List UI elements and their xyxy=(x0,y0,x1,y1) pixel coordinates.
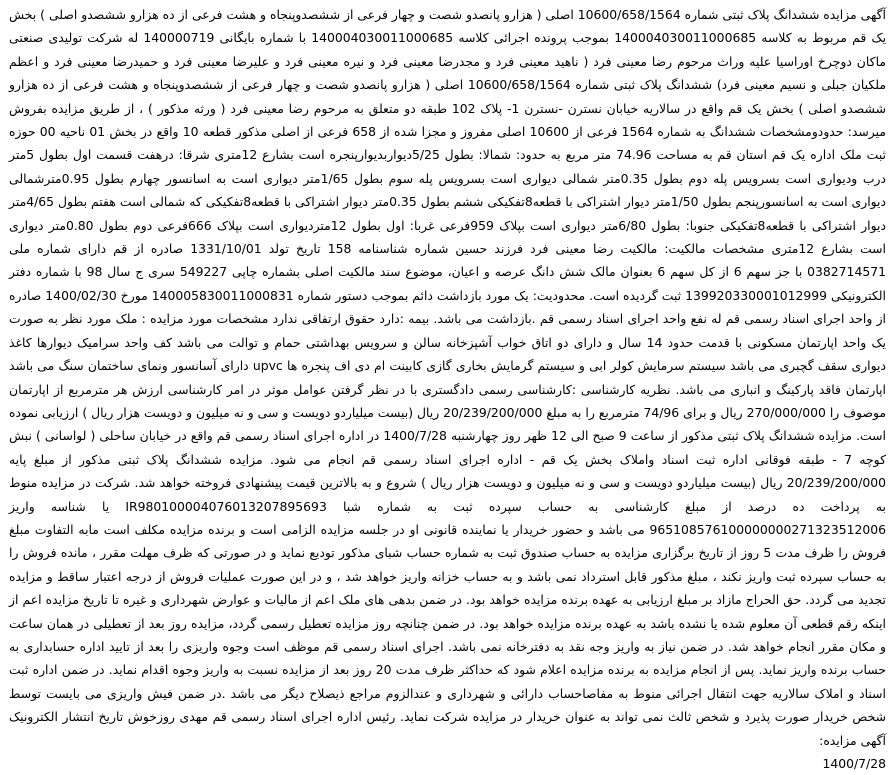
publish-date: 1400/7/28 xyxy=(822,756,886,771)
notice-body: آگهی مزایده ششدانگ پلاک ثبتی شماره 10600/658/1564 اصلی ( هزارو پانصدو شصت و چهار فرعی از ششصدوپنجاه و هشت فرعی از ده هزارو ششصدو اصلی ) بخش یک قم مربوط به کلاسه 140004030011000685 بموجب پرونده اجرائی کلاسه 140004030011000685 با شماره بایگانی 140000719 له شرکت تولیدی صنعتی ماکان دوچرخ اوراسیا علیه وراث مرحوم رضا معینی فرد ( ناهید معینی فرد و مجدرضا معینی فرد و نیره معینی فرد و علیرضا معینی فرد و حمیدرضا معینی فرد و اعظم ملکیان جبلی و نسیم معینی فرد) ششدانگ پلاک ثبتی شماره 10600/658/1564 اصلی ( هزارو پانصدو شصت و چهار فرعی از ششصدوپنجاه و هشت فرعی از ده هزارو ششصدو اصلی ) بخش یک قم واقع در سالاریه خیابان نسترن -نسترن 1- پلاک 102 طبقه دو متعلق به مرحوم رضا معینی فرد ( ورثه مذکور ) ، از طریق مزایده بفروش میرسد: حدودومشخصات ششدانگ به شماره 1564 فرعی از 10600 اصلی مفروز و مجزا شده از 658 فرعی از اصلی مذکور قطعه 10 واقع در بخش 01 ناحیه 00 حوزه ثبت ملک اداره یک قم استان قم به مساحت 74.96 متر مربع به حدود: شمالا: بطول 5/25دیواربدیوارپنجره است بشارع 12متری شرقا: درهفت قسمت اول بطول 5متر درب ودیواری است بسرویس پله دوم بطول 0.35متر شمالی دیواری است بسرویس پله سوم بطول 1/65متر دیواری است به اسانسور چهارم بطول 0.95مترشمالی دیواری است به اسانسورپنجم بطول 1/50متر دیوار اشتراکی با قطعه8تفکیکی ششم بطول 0.35متر دیوار اشتراکی با قطعه8تفکیکی که شمالی است هفتم بطول 4/65متر دیوار اشتراکی با قطعه8تفکیکی جنوبا: بطول 6/80متر دیواری است بپلاک 959فرعی غربا: اول بطول 12متردیواری است بپلاک 666فرعی دوم بطول 0.80متر دیواری است بشارع 12متری مشخصات مالکیت: مالکیت رضا معینی فرد فرزند حسین شماره شناسنامه 158 تاریخ تولد 1331/10/01 صادره از قم دارای شماره ملی 0382714571 با جز سهم 6 از کل سهم 6 بعنوان مالک شش دانگ عرصه و اعیان، موضوع سند مالکیت اصلی بشماره چاپی 549227 سری ج سال 98 با شماره دفتر الکترونیکی 139920330001012999 ثبت گردیده است. محدودیت: یک مورد بازداشت دائم بموجب دستور شماره 140005830011000831 مورخ 1400/02/30 صادره از واحد اجرای اسناد رسمی قم له نفع واحد اجرای اسناد رسمی قم .بازداشت می باشد. بیمه :دارد حقوق ارتفاقی ندارد مشخصات مورد مزایده : ملک مورد نظر به صورت یک واحد اپارتمان مسکونی با قدمت حدود 14 سال و دارای دو اتاق خواب آشپزخانه سالن و سرویس بهداشتی حمام و توالت می باشد کف واحد سرامیک دیوارها کاغذ دیواری سقف گچبری می باشد سیستم سرمایش کولر ابی و سیستم گرمایش بخاری گازی کابینت ام دی اف پنجره ها upvc دارای آسانسور ونمای ساختمان سنگ می باشد اپارتمان فاقد پارکینگ و انباری می باشد. نظریه کارشناسی :کارشناسی رسمی دادگستری با در نظر گرفتن عوامل موثر در امر کارشناسی ارزش هر مترمربع از اپارتمان موصوف را 270/000/000 ریال و برای 74/96 مترمربع را به مبلغ 20/239/200/000 ریال (بیست میلیاردو دویست و سی و نه میلیون و دویست هزار ریال ) ارزیابی نموده است. مزایده ششدانگ پلاک ثبتی مذکور از ساعت 9 صبح الی 12 ظهر روز چهارشنبه 1400/7/28 در اداره اجرای اسناد رسمی قم واقع در خیابان ساحلی ( لواسانی ) نبش کوچه 7 - طبقه فوقانی اداره ثبت اسناد واملاک بخش یک قم - اداره اجرای اسناد رسمی قم انجام می شود. مزایده ششدانگ پلاک ثبتی مذکور از مبلغ پایه 20/239/200/000 ریال (بیست میلیاردو دویست و سی و نه میلیون و دویست هزار ریال ) شروع و به بالاترین قیمت پیشنهادی فروخته خواهد شد. شرکت در مزایده منوط به پرداخت ده درصد از مبلغ کارشناسی به حساب سپرده ثبت به شماره شبا IR980100004076013207895693 یا شناسه واریز 965108576100000000271323512006 می باشد و حضور خریدار یا نماینده قانونی او در جلسه مزایده الزامی است و برنده مزایده مکلف است مابه التفاوت مبلغ فروش را ظرف مدت 5 روز از تاریخ برگزاری مزایده به حساب صندوق ثبت به شماره حساب شبای مذکور تودیع نماید و در صورتی که ظرف مهلت مقرر ، مانده فروش را به حساب سپرده ثبت واریز نکند ، مبلغ مذکور قابل استرداد نمی باشد و به حساب خزانه واریز خواهد شد ، و در این صورت عملیات فروش از درجه اعتبار ساقط و مزایده تجدید می گردد. حق الحراج مازاد بر مبلغ ارزیابی به عهده برنده مزایده خواهد بود. در ضمن بدهی های ملک اعم از مالیات و عوارض شهرداری و غیره تا تاریخ مزایده اعم از اینکه رقم قطعی آن معلوم شده یا نشده باشد به عهده برنده مزایده خواهد بود. در ضمن چنانچه روز مزایده تعطیل رسمی گردد، مزایده روز بعد از تعطیلی در همان ساعت و مکان مقرر انجام خواهد شد. در ضمن نیاز به واریز وجه نقد به دفترخانه نمی باشد. اجرای اسناد رسمی قم موظف است وجوه واریزی را بعد از تایید اداره حسابداری به حساب برنده واریز نماید. پس از انجام مزایده به برنده مزایده اعلام شود که حداکثر ظرف مدت 20 روز بعد از مزایده نسبت به واریز وجوه اقدام نماید. در ضمن اداره ثبت اسناد و املاک سالاریه جهت انتقال اجرائی منوط به مفاصاحساب دارائی و شهرداری و عندالزوم مراجع ذیصلاح دیگر می باشد .در ضمن فیش واریزی می بایست توسط شخص خریدار صورت پذیرد و شخص ثالث نمی تواند به عنوان خریدار در مزایده شرکت نماید. رئیس اداره اجرای اسناد رسمی قم مهدی روزخوش تاریخ انتشار الکترونیک آگهی مزایده: xyxy=(9,7,887,748)
